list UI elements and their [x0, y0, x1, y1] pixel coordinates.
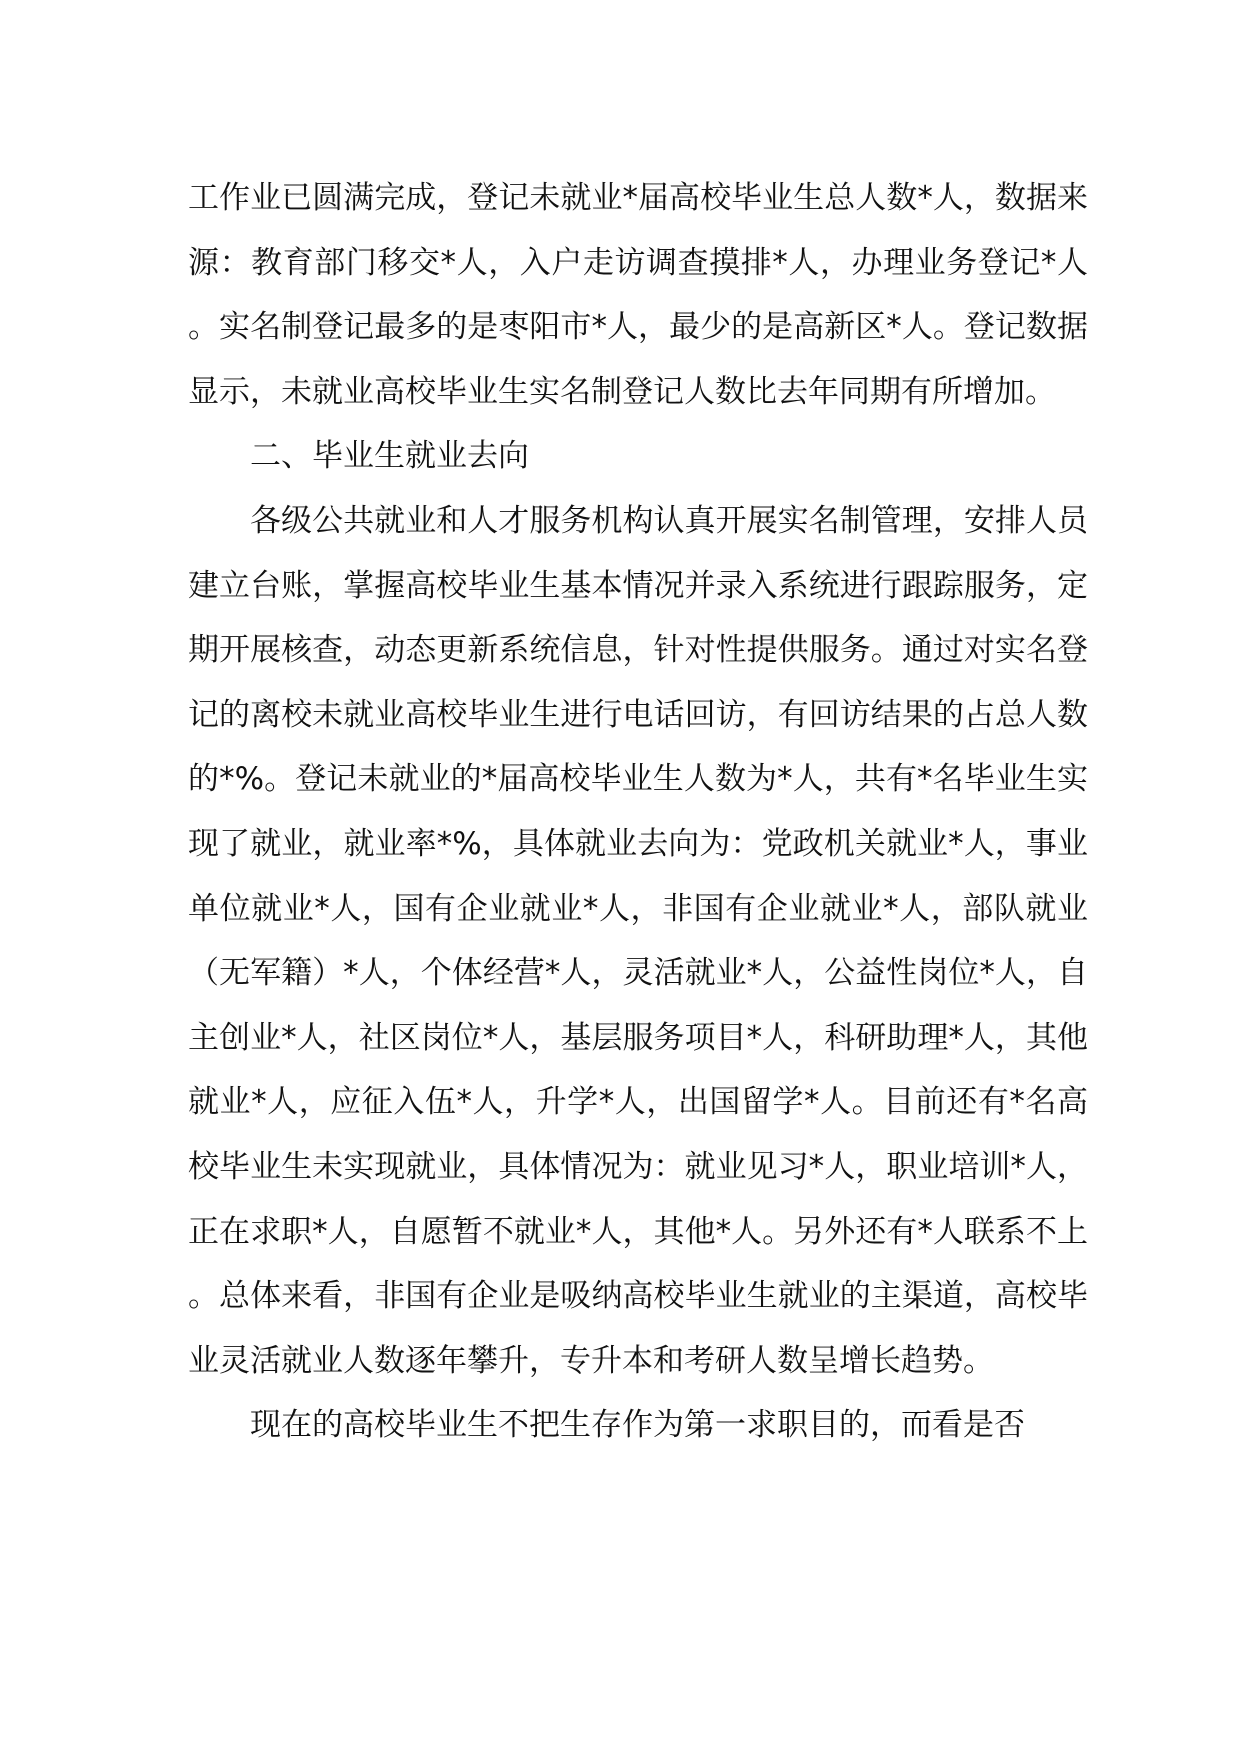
paragraph-employment-destination: 各级公共就业和人才服务机构认真开展实名制管理，安排人员建立台账，掌握高校毕业生基本情况并录入系统进行跟踪服务，定期开展核查，动态更新系统信息，针对性提供服务。通过对实名登记的离校未就业高校毕业生进行电话回访，有回访结果的占总人数的*%。登记未就业的*届高校毕业生人数为*人，共有*名毕业生实现了就业，就业率*%，具体就业去向为：党政机关就业*人，事业单位就业*人，国有企业就业*人，非国有企业就业*人，部队就业（无军籍）*人，个体经营*人，灵活就业*人，公益性岗位*人，自主创业*人，社区岗位*人，基层服务项目*人，科研助理*人，其他就业*人，应征入伍*人，升学*人，出国留学*人。目前还有*名高校毕业生未实现就业，具体情况为：就业见习*人，职业培训*人，正在求职*人，自愿暂不就业*人，其他*人。另外还有*人联系不上。总体来看，非国有企业是吸纳高校毕业生就业的主渠道，高校毕业灵活就业人数逐年攀升，专升本和考研人数呈增长趋势。: [188, 502, 1088, 1379]
document-body: [188, 166, 1088, 1458]
paragraph-job-seeking-attitude: 现在的高校毕业生不把生存作为第一求职目的，而看是否: [250, 1407, 1025, 1444]
paragraph-registration-summary: 工作业已圆满完成，登记未就业*届高校毕业生总人数*人，数据来源：教育部门移交*人，入户走访调查摸排*人，办理业务登记*人。实名制登记最多的是枣阳市*人，最少的是高新区*人。登记数据显示，未就业高校毕业生实名制登记人数比去年同期有所增加。: [188, 180, 1088, 410]
section-heading: 二、毕业生就业去向: [250, 438, 529, 475]
